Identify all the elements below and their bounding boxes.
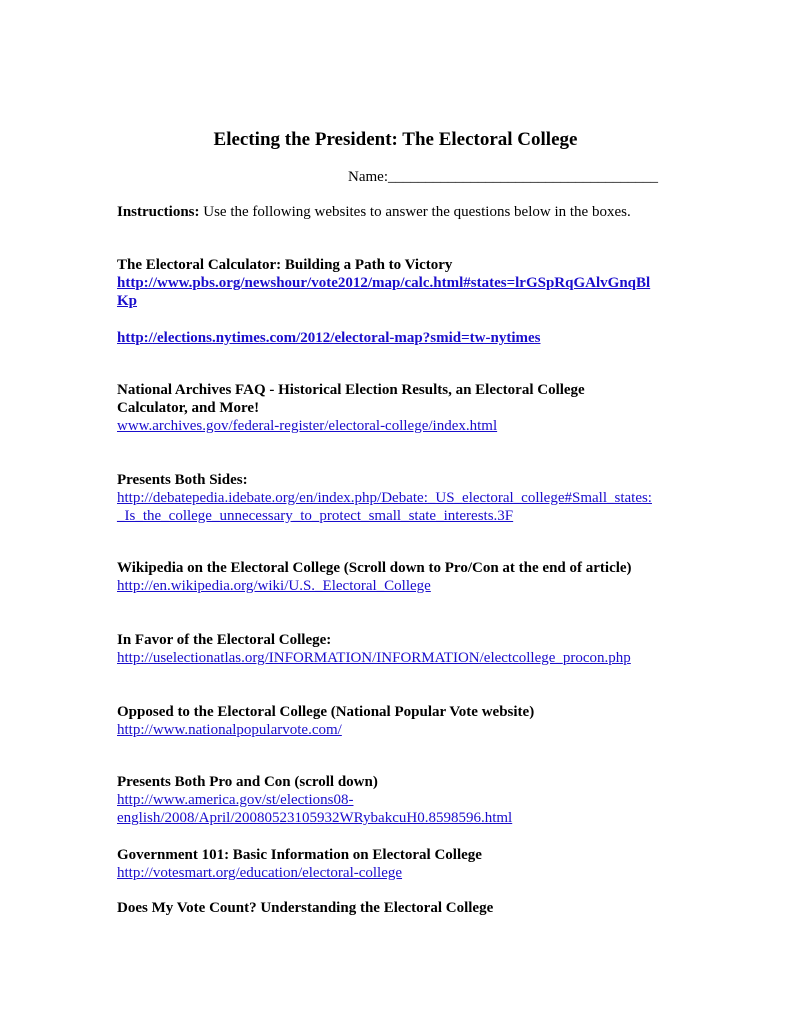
- name-blank-line: ____________________________________: [387, 169, 658, 185]
- section-heading: Presents Both Sides:: [117, 472, 248, 488]
- section-heading: Presents Both Pro and Con (scroll down): [117, 774, 378, 790]
- uselectionatlas-link[interactable]: http://uselectionatlas.org/INFORMATION/INFORMATION/electcollege_procon.php: [117, 650, 631, 666]
- america-gov-link[interactable]: [117, 791, 677, 827]
- section-nytimes-map: [117, 329, 677, 347]
- section-heading: Wikipedia on the Electoral College (Scroll down to Pro/Con at the end of article): [117, 560, 632, 576]
- section-both-sides: [117, 471, 677, 525]
- pbs-calculator-link[interactable]: [117, 274, 677, 310]
- section-national-archives: [117, 381, 677, 435]
- page-title: Electing the President: The Electoral College: [213, 129, 578, 150]
- link-line: Kp: [117, 293, 138, 309]
- instructions: [117, 203, 631, 221]
- section-does-my-vote-count: [117, 899, 677, 917]
- link-line: _Is_the_college_unnecessary_to_protect_small_state_interests.3F: [117, 508, 514, 524]
- section-heading: In Favor of the Electoral College:: [117, 632, 332, 648]
- instructions-text: Use the following websites to answer the questions below in the boxes.: [199, 204, 631, 220]
- name-field: [348, 168, 658, 186]
- heading-line: National Archives FAQ - Historical Election Results, an Electoral College: [117, 382, 585, 398]
- name-label: Name:: [348, 169, 388, 185]
- link-line: http://www.america.gov/st/elections08-: [117, 792, 354, 808]
- instructions-label: Instructions:: [117, 204, 200, 220]
- section-pro-and-con: [117, 773, 677, 827]
- link-line: english/2008/April/20080523105932WRybakcuH0.8598596.html: [117, 810, 513, 826]
- section-heading: [117, 381, 677, 417]
- section-heading: The Electoral Calculator: Building a Path to Victory: [117, 257, 453, 273]
- section-heading: Opposed to the Electoral College (National Popular Vote website): [117, 704, 535, 720]
- section-pbs-calculator: [117, 256, 677, 310]
- section-heading: Does My Vote Count? Understanding the Electoral College: [117, 900, 494, 916]
- section-in-favor: [117, 631, 677, 667]
- section-heading: Government 101: Basic Information on Electoral College: [117, 847, 482, 863]
- section-opposed: [117, 703, 677, 739]
- votesmart-link[interactable]: http://votesmart.org/education/electoral-college: [117, 865, 403, 881]
- link-line: http://www.pbs.org/newshour/vote2012/map/calc.html#states=lrGSpRqGAlvGnqBl: [117, 275, 651, 291]
- wikipedia-link[interactable]: http://en.wikipedia.org/wiki/U.S._Electoral_College: [117, 578, 431, 594]
- link-line: http://debatepedia.idebate.org/en/index.php/Debate:_US_electoral_college#Small_states:: [117, 490, 652, 506]
- nytimes-map-link[interactable]: http://elections.nytimes.com/2012/electoral-map?smid=tw-nytimes: [117, 330, 541, 346]
- nationalpopularvote-link[interactable]: http://www.nationalpopularvote.com/: [117, 722, 342, 738]
- heading-line: Calculator, and More!: [117, 400, 260, 416]
- section-government-101: [117, 846, 677, 882]
- section-wikipedia: [117, 559, 677, 595]
- debatepedia-link[interactable]: [117, 489, 677, 525]
- archives-link[interactable]: www.archives.gov/federal-register/electoral-college/index.html: [117, 418, 498, 434]
